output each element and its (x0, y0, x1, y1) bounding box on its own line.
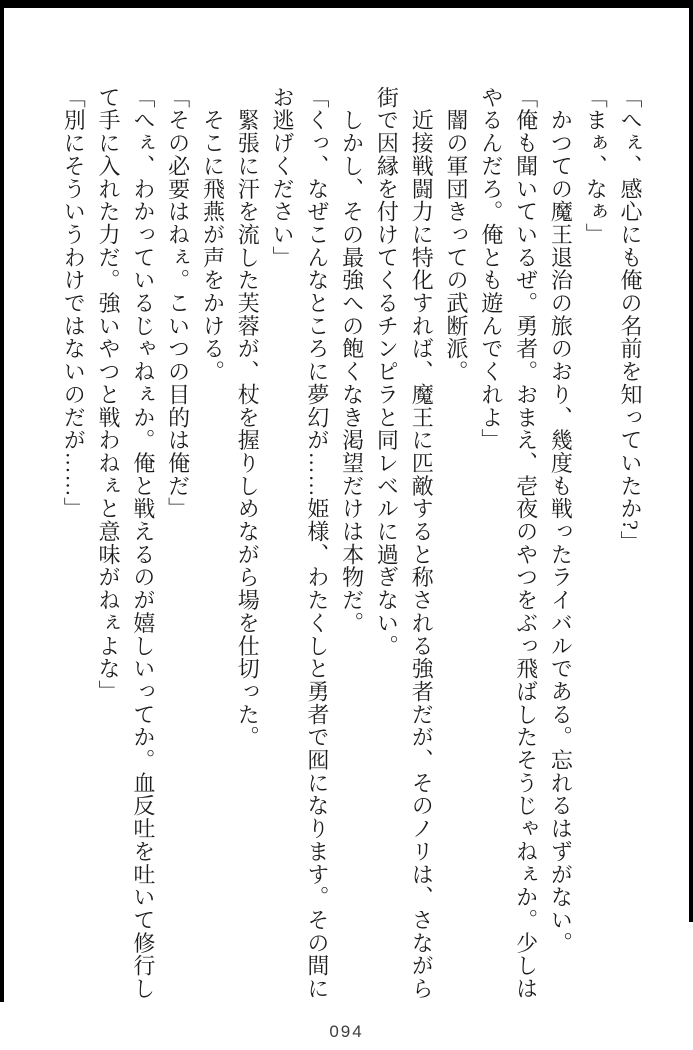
page-border-left (0, 0, 4, 1002)
text-line: 「へぇ、感心にも俺の名前を知っていたか?」 (618, 86, 643, 554)
text-line: かつての魔王退治の旅のおり、幾度も戦ったライバルである。忘れるはずがない。 (548, 86, 574, 955)
text-line: 「別にそういうわけではないのだが……」 (61, 86, 87, 521)
page-border-right (689, 0, 693, 922)
text-line: 「くっ、なぜこんなところに夢幻が……姫様、わたくしと勇者で囮になります。その間に (304, 86, 330, 1000)
vertical-text-block (55, 86, 647, 1002)
text-line: 「まぁ、なぁ」 (583, 86, 609, 246)
text-line: お逃げください」 (270, 86, 296, 269)
text-line: て手に入れた力だ。強いやつと戦わねぇと意味がねぇよな」 (96, 86, 122, 703)
text-line: 街で因縁を付けてくるチンピラと同レベルに過ぎない。 (374, 86, 400, 658)
text-line: 「その必要はねぇ。こいつの目的は俺だ」 (165, 86, 191, 521)
text-line: 「へぇ、わかっているじゃねぇか。俺と戦えるのが嬉しいってか。血反吐を吐いて修行し (130, 86, 156, 1000)
page-border-top (0, 0, 693, 8)
text-line: 緊張に汗を流した芙蓉が、杖を握りしめながら場を仕切った。 (235, 86, 261, 749)
text-line: やるんだろ。俺とも遊んでくれよ」 (478, 86, 504, 452)
page-number: 094 (329, 1022, 364, 1041)
text-line: しかし、その最強への飽くなき渇望だけは本物だ。 (339, 86, 365, 635)
text-line: 「俺も聞いているぜ。勇者。おまえ、壱夜のやつをぶっ飛ばしたそうじゃねぇか。少しは (513, 86, 539, 1000)
text-line: 近接戦闘力に特化すれば、魔王に匹敵すると称される強者だが、そのノリは、さながら (409, 86, 435, 1000)
text-line: 闇の軍団きっての武断派。 (444, 86, 470, 384)
text-line: そこに飛燕が声をかける。 (200, 86, 226, 384)
